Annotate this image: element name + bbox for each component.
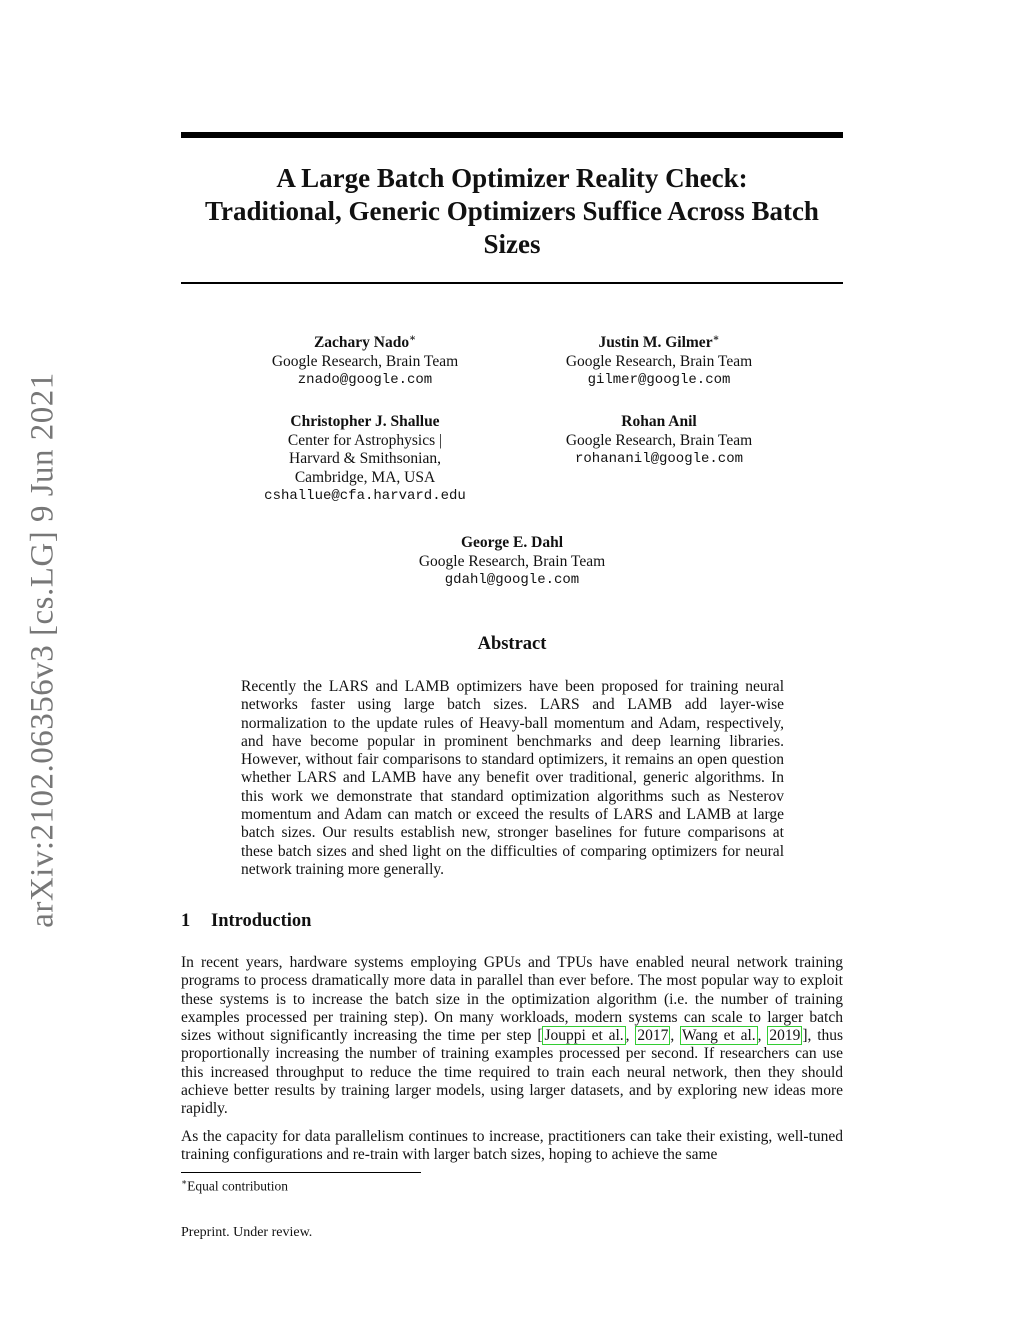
title-line-1: A Large Batch Optimizer Reality Check: [276, 163, 748, 193]
author-affiliation: Google Research, Brain Team [418, 552, 606, 570]
paper-title [181, 162, 843, 261]
author-email: rohananil@google.com [574, 451, 744, 467]
author-block [382, 534, 642, 590]
title-line-2: Traditional, Generic Optimizers Suffice Across Batch [205, 196, 819, 226]
title-bottom-rule [181, 282, 843, 284]
author-affiliation: Google Research, Brain Team [565, 431, 753, 449]
title-line-3: Sizes [483, 229, 541, 259]
footnote-text: Equal contribution [187, 1178, 288, 1194]
author-name: George E. Dahl [460, 534, 564, 551]
author-affiliation: Cambridge, MA, USA [294, 468, 436, 486]
abstract-heading: Abstract [477, 634, 547, 654]
title-top-rule [181, 132, 843, 138]
author-block [235, 413, 495, 506]
intro-paragraph-2: As the capacity for data parallelism continues to increase, practitioners can take their existing, well-tuned training configurations and re-train with larger batch sizes, hoping to achieve the same [181, 1128, 843, 1164]
equal-contribution-mark: ∗ [409, 333, 417, 344]
equal-contribution-mark: ∗ [712, 333, 720, 344]
abstract-text: Recently the LARS and LAMB optimizers have been proposed for training neural networks faster using large batch sizes. LARS and LAMB add layer-wise normalization to the update rules of Heavy-ball momentum and Adam, respectively, and have become popular in prominent benchmarks and deep learning libraries. However, without fair comparisons to standard optimizers, it remains an open question whether LARS and LAMB have any benefit over traditional, generic algorithms. In this work we demonstrate that standard optimization algorithms such as Nesterov momentum and Adam can match or exceed the results of LARS and LAMB at large batch sizes. Our results establish new, stronger baselines for future comparisons at these batch sizes and shed light on the difficulties of comparing optimizers for neural network training more generally. [241, 678, 784, 878]
author-email: gdahl@google.com [444, 572, 580, 588]
author-affiliation: Harvard & Smithsonian, [289, 450, 441, 467]
author-name: Rohan Anil [621, 413, 697, 430]
author-email: znado@google.com [297, 372, 433, 389]
arxiv-identifier: arXiv:2102.06356v3 [cs.LG] 9 Jun 2021 [24, 372, 61, 928]
author-name: Justin M. Gilmer∗ [598, 333, 720, 352]
footnote-mark: ∗ [181, 1177, 188, 1187]
preprint-note: Preprint. Under review. [181, 1225, 313, 1240]
author-block [235, 330, 495, 390]
author-name: Zachary Nado∗ [313, 333, 417, 352]
author-email: cshallue@cfa.harvard.edu [264, 488, 466, 504]
footnote [181, 1177, 288, 1195]
author-email: gilmer@google.com [587, 372, 731, 389]
author-block [529, 413, 789, 469]
author-block [529, 330, 789, 390]
author-affiliation: Google Research, Brain Team [271, 352, 459, 370]
section-title: Introduction [211, 911, 312, 931]
citation-link[interactable]: 2019 [769, 1027, 801, 1045]
citation-link[interactable]: Jouppi et al. [544, 1027, 624, 1045]
intro-paragraph-1: In recent years, hardware systems employing GPUs and TPUs have enabled neural network training programs to process dramatically more data in parallel than ever before. The most popular way to exploit these systems is to increase the batch size in the optimization algorithm (i.e. the number of training examples processed per training step). On many workloads, modern systems can scale to larger batch sizes without significantly increasing the time per step [ Jouppi et al. , 2017 , Wang et al. , 2019 ], thus proportionally increasing the number of training examples processed per second. If researchers can use this increased throughput to reduce the time required to train each neural network, then they should achieve better results by training larger models, using larger datasets, and by exploring new ideas more rapidly. [181, 954, 844, 1118]
citation-link[interactable]: Wang et al. [682, 1027, 756, 1045]
footnote-rule [181, 1172, 421, 1173]
citation-link[interactable]: 2017 [637, 1027, 669, 1045]
section-number: 1 [181, 911, 191, 931]
section-heading [181, 911, 311, 932]
author-affiliation: Center for Astrophysics | [287, 431, 443, 449]
author-name: Christopher J. Shallue [290, 413, 440, 430]
author-affiliation: Google Research, Brain Team [565, 352, 753, 370]
